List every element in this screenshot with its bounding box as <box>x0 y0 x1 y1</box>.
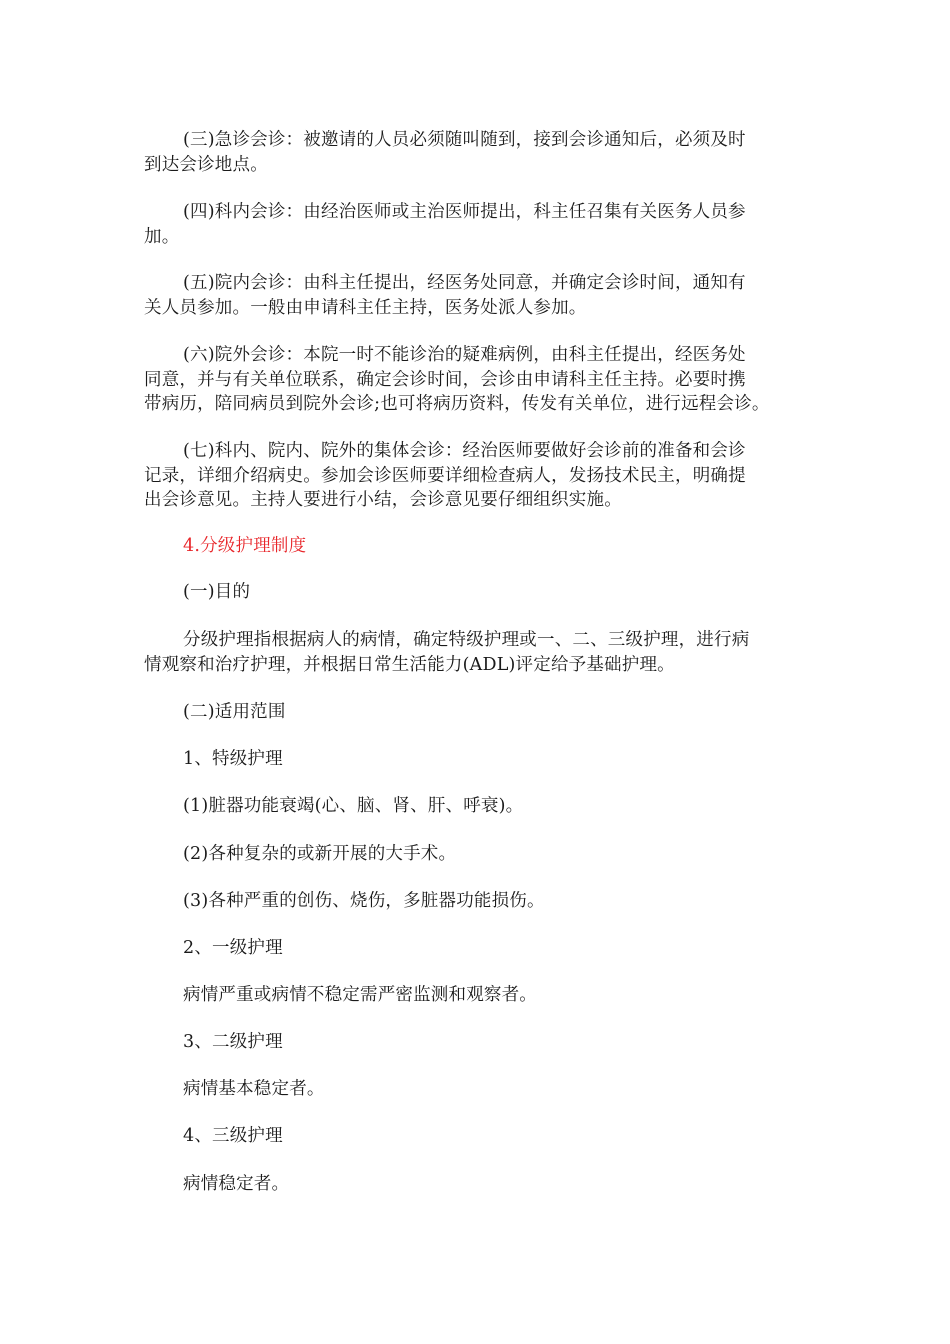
item-first-level-desc: 病情严重或病情不稳定需严密监测和观察者。 <box>183 985 537 1005</box>
item-special-care: 1、特级护理 <box>183 749 283 769</box>
text-line: (七)科内、院内、院外的集体会诊：经治医师要做好会诊前的准备和会诊 <box>183 441 746 461</box>
item-second-level-care: 3、二级护理 <box>183 1032 283 1052</box>
paragraph-emergency-consultation <box>144 128 820 177</box>
text-line: 记录，详细介绍病史。参加会诊医师要详细检查病人，发扬技术民主，明确提 <box>144 465 746 486</box>
text-line: 到达会诊地点。 <box>144 154 268 175</box>
text-line: (六)院外会诊：本院一时不能诊治的疑难病例，由科主任提出，经医务处 <box>183 345 746 365</box>
item-third-level-care: 4、三级护理 <box>183 1126 283 1146</box>
text-line: 分级护理指根据病人的病情，确定特级护理或一、二、三级护理，进行病 <box>183 630 750 650</box>
text-line: (三)急诊会诊：被邀请的人员必须随叫随到，接到会诊通知后，必须及时 <box>183 130 746 150</box>
item-first-level-care: 2、一级护理 <box>183 938 283 958</box>
paragraph-hospital-consultation <box>144 271 820 320</box>
item-severe-trauma: (3)各种严重的创伤、烧伤，多脏器功能损伤。 <box>183 891 545 911</box>
text-line: 带病历，陪同病员到院外会诊;也可将病历资料，传发有关单位，进行远程会诊。 <box>144 394 770 414</box>
text-line: 出会诊意见。主持人要进行小结，会诊意见要仔细组织实施。 <box>144 490 622 510</box>
paragraph-grading-definition <box>144 628 820 677</box>
item-major-surgery: (2)各种复杂的或新开展的大手术。 <box>183 844 457 864</box>
text-line: (四)科内会诊：由经治医师或主治医师提出，科主任召集有关医务人员参 <box>183 202 746 222</box>
text-line: (五)院内会诊：由科主任提出，经医务处同意，并确定会诊时间，通知有 <box>183 273 746 293</box>
section-heading: 4.分级护理制度 <box>183 536 307 556</box>
text-line: 加。 <box>144 226 180 247</box>
item-third-level-desc: 病情稳定者。 <box>183 1174 290 1194</box>
text-line: 关人员参加。一般由申请科主任主持，医务处派人参加。 <box>144 297 587 318</box>
subheading-purpose: (一)目的 <box>183 582 251 602</box>
paragraph-external-consultation <box>144 343 820 417</box>
item-organ-failure: (1)脏器功能衰竭(心、脑、肾、肝、呼衰)。 <box>183 796 524 816</box>
item-second-level-desc: 病情基本稳定者。 <box>183 1079 325 1099</box>
text-line: 同意，并与有关单位联系，确定会诊时间，会诊由申请科主任主持。必要时携 <box>144 369 746 390</box>
text-line: 情观察和治疗护理，并根据日常生活能力(ADL)评定给予基础护理。 <box>144 654 675 675</box>
paragraph-group-consultation <box>144 439 820 513</box>
subheading-scope: (二)适用范围 <box>183 702 286 722</box>
paragraph-department-consultation <box>144 200 820 249</box>
